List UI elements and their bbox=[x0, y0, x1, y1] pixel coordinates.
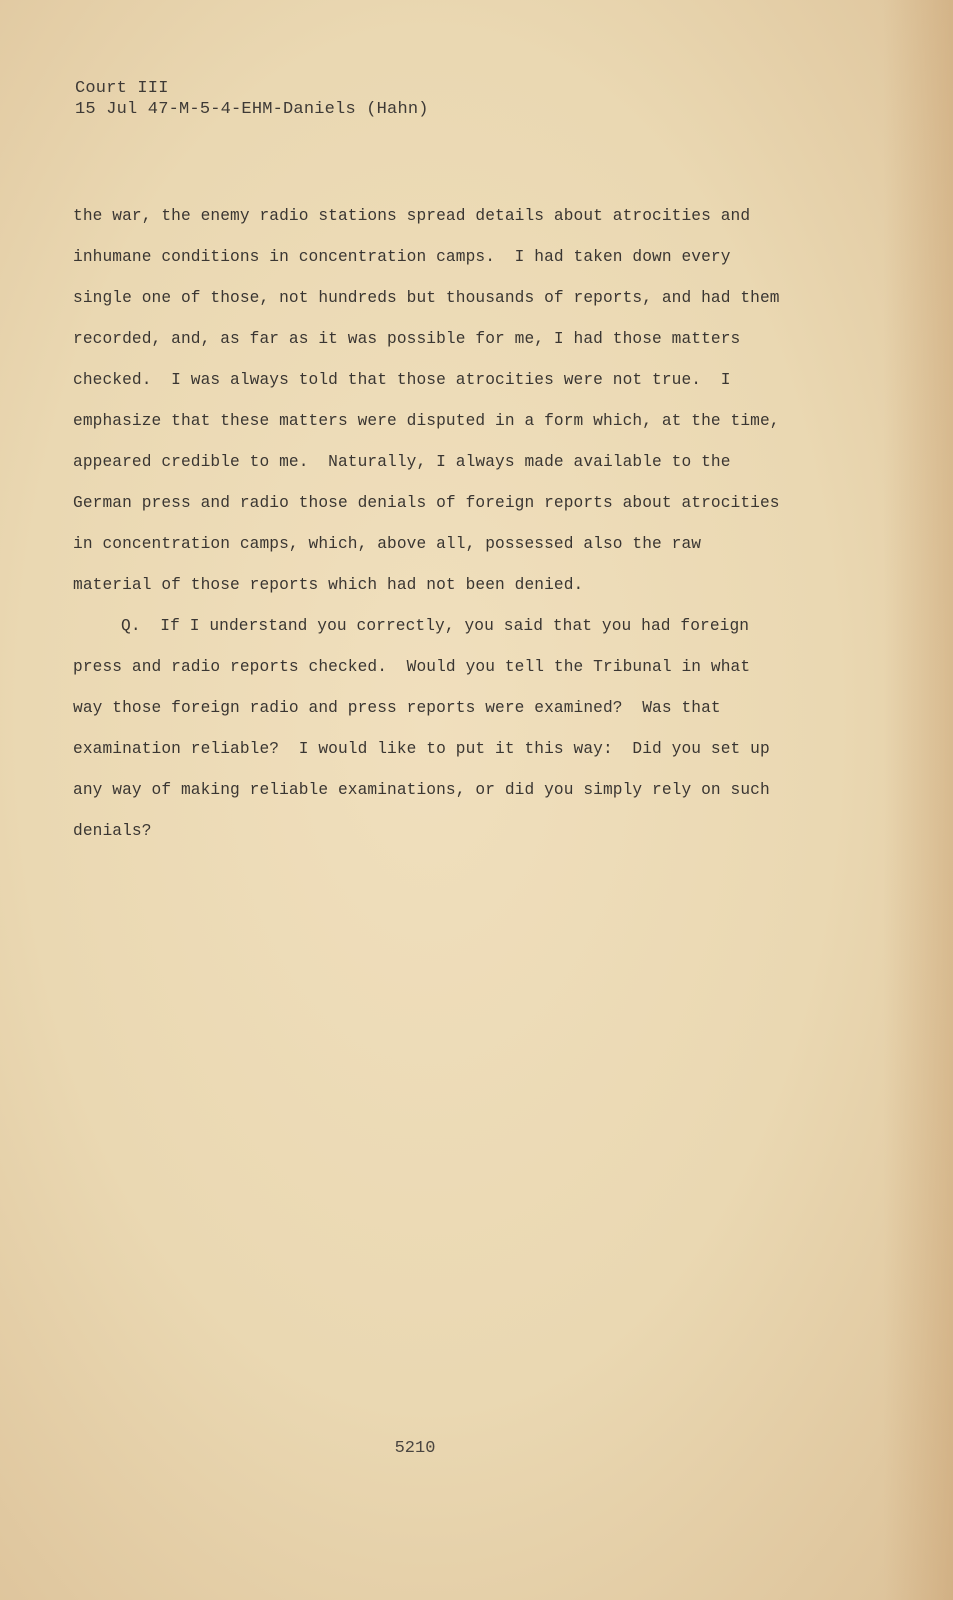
transcript-line: in concentration camps, which, above all, possessed also the raw bbox=[73, 535, 702, 553]
transcript-line: recorded, and, as far as it was possible for me, I had those matters bbox=[73, 330, 741, 348]
transcript-line: German press and radio those denials of foreign reports about atrocities bbox=[73, 494, 780, 512]
transcript-line: appeared credible to me. Naturally, I always made available to the bbox=[73, 453, 731, 471]
question-line: Q. If I understand you correctly, you said that you had foreign bbox=[121, 617, 750, 635]
transcript-line: way those foreign radio and press reports were examined? Was that bbox=[73, 699, 721, 717]
transcript-line: examination reliable? I would like to put it this way: Did you set up bbox=[73, 740, 770, 758]
transcript-line: the war, the enemy radio stations spread details about atrocities and bbox=[73, 207, 751, 225]
transcript-line: denials? bbox=[73, 822, 152, 840]
transcript-line: single one of those, not hundreds but thousands of reports, and had them bbox=[73, 289, 780, 307]
transcript-body bbox=[73, 196, 813, 852]
transcript-line: press and radio reports checked. Would you tell the Tribunal in what bbox=[73, 658, 751, 676]
transcript-line: checked. I was always told that those atrocities were not true. I bbox=[73, 371, 731, 389]
document-header bbox=[75, 78, 429, 120]
court-label: Court III bbox=[75, 79, 169, 98]
session-reference: 15 Jul 47-M-5-4-EHM-Daniels (Hahn) bbox=[75, 100, 429, 119]
page-number: 5210 bbox=[394, 1439, 436, 1458]
transcript-line: material of those reports which had not been denied. bbox=[73, 576, 584, 594]
transcript-line: inhumane conditions in concentration camps. I had taken down every bbox=[73, 248, 731, 266]
transcript-line: any way of making reliable examinations, or did you simply rely on such bbox=[73, 781, 770, 799]
transcript-line: emphasize that these matters were disputed in a form which, at the time, bbox=[73, 412, 780, 430]
